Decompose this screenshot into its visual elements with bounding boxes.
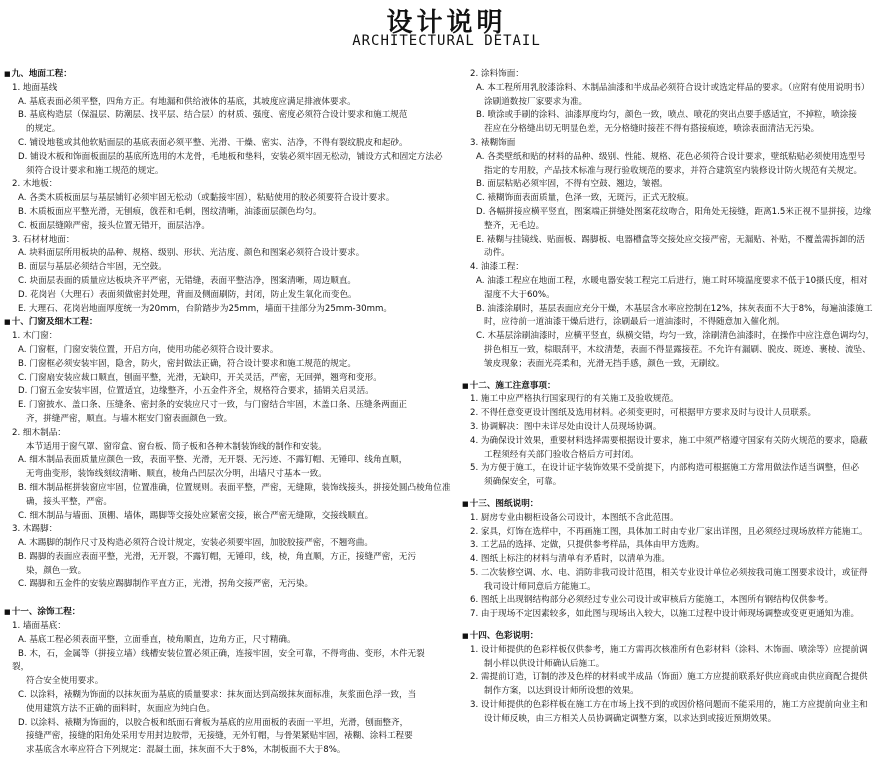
text-line: E. 门窗披水、盖口条、压缝条、密封条的安装应尺寸一致，与门窗结合牢固，木盖口条、压缝条两面正 bbox=[18, 400, 408, 411]
text-line: A. 油漆工程应在地面工程，水暖电器安装工程完工后进行，施工时环境温度要求不低于10摄氏度，相对 bbox=[476, 275, 868, 286]
text-line: A. 基底表面必须平整，四角方正。有地漏和供给液体的基底，其坡度应满足排液体要求。 bbox=[18, 96, 356, 107]
text-line: B. 木，石，金属等（拼接立墙）线槽安装位置必须正确，连接牢固，安全可靠，不得弯曲、变形，木件无裂 bbox=[18, 648, 425, 659]
text-line: 2. 木地板： bbox=[12, 179, 58, 190]
text-line: D. 各幅拼接应横平竖直，图案端正拼缝处图案花纹吻合，阳角处无接缝，距离1.5米正视不显拼接，边缘 bbox=[476, 206, 872, 217]
text-line: B. 面层与基层必须结合牢固，无空鼓。 bbox=[18, 262, 167, 273]
text-line: 6. 图纸上出现钢结构部分必须经过专业公司设计或审核后方能施工，本图所有钢结构仅供参考。 bbox=[470, 595, 834, 606]
page-title: 设计说明 bbox=[386, 8, 507, 38]
text-line: 整齐，无毛边。 bbox=[484, 220, 545, 231]
text-line: B. 油漆涂刷时，基层表面应充分干燥，木基层含水率应控制在12%，抹灰表面不大于8%，每遍油漆施工 bbox=[476, 303, 873, 314]
spacer bbox=[4, 592, 452, 606]
text-line: 动件。 bbox=[484, 248, 510, 259]
text-line: 齐，拼缝严密，顺直。与墙木框安门窗表面颜色一致。 bbox=[26, 413, 233, 424]
text-line: C. 块面层表面的质量应达板块齐平严密，无错缝，表面平整洁净，图案清晰，周边顺直。 bbox=[18, 275, 357, 286]
text-line: 5. 为方便于施工，在设计证字装饰效果不受前提下，内部构造可根据施工方常用做法作适当调整，但必 bbox=[470, 463, 860, 474]
text-line: 2. 细木制品： bbox=[12, 427, 66, 438]
text-line: 我司设计师同意后方能施工。 bbox=[484, 581, 596, 592]
text-line: A. 细木制品表面质量应颜色一致，表面平整、光滑，无开裂、无污迹、不露钉帽、无锤印、线角直顺， bbox=[18, 455, 408, 466]
text-line: E. 裱糊与挂镜线、贴面板、踢脚板、电器槽盒等交接处应交接严密，无漏贴、补贴，不覆盖需拆卸的活 bbox=[476, 234, 866, 245]
section-heading: ■ 十三、图纸说明： bbox=[462, 498, 890, 512]
spacer bbox=[462, 490, 890, 498]
text-line: A. 块料面层所用板块的品种、规格、级别、形状、光洁度、颜色和图案必须符合设计要求。 bbox=[18, 248, 365, 259]
text-line: 皱皮现象；表面光亮柔和，光滑无挡手感，颜色一致，无刷纹。 bbox=[484, 358, 725, 369]
text-line: A. 本工程所用乳胶漆涂料、木制品油漆和半成品必须符合设计或选定样品的要求。（应附有使用说明书） bbox=[476, 82, 870, 93]
text-line: C. 板面层缝隙严密，接头位置无错开，面层洁净。 bbox=[18, 220, 210, 231]
text-line: B. 面层粘贴必须牢固，不得有空鼓、翘边，皱褶。 bbox=[476, 179, 668, 190]
text-line: 1. 地面基线 bbox=[12, 82, 58, 93]
section-heading: ■ 十一、涂饰工程： bbox=[4, 606, 452, 620]
text-line: 2. 家具，灯饰在选样中，不再画施工图，具体加工时由专业厂家出详图，且必须经过现场放样方能施工。 bbox=[470, 526, 868, 537]
text-line: 涂刷道数按厂家要求为准。 bbox=[484, 96, 588, 107]
spacer bbox=[462, 622, 890, 630]
text-line: 1. 设计师提供的色彩样板仅供参考，施工方需再次核准所有色彩材料（涂料、木饰面、喷涂等）应提前调 bbox=[470, 644, 868, 655]
text-line: 的规定。 bbox=[26, 124, 61, 135]
text-line: C. 门窗扇安装应裁口顺直，刨面平整，光滑，无缺印，开关灵活，严密，无回弹，翘弯和变形。 bbox=[18, 372, 382, 383]
text-line: 1. 厨房专业由橱柜设备公司设计，本图纸不含此范围。 bbox=[470, 512, 679, 523]
text-line: A. 木踢脚的制作尺寸及构造必须符合设计规定，安装必须要牢固，加胶胶接严密，不翘弯曲。 bbox=[18, 538, 373, 549]
text-line: 求基底含水率应符合下列规定：混凝土面，抹灰面不大于8%，木制板面不大于8%。 bbox=[26, 745, 346, 756]
text-line: C. 以涂料，裱糊为饰面的以抹灰面为基底的质量要求：抹灰面达到高级抹灰面标准，灰浆面色浮一致，当 bbox=[18, 690, 417, 701]
text-line: 工程须经有关部门验收合格后方可封闭。 bbox=[484, 449, 639, 460]
text-line: 设计师反映，由三方相关人员协调确定调整方案，以求达到或接近预期效果。 bbox=[484, 713, 777, 724]
text-line: B. 门窗框必须安装牢固，隐舍，防火，密封做法正确，符合设计要求和施工规范的规定。 bbox=[18, 358, 356, 369]
text-line: 符合安全使用要求。 bbox=[26, 676, 104, 687]
text-line: 制小样以供设计师确认后施工。 bbox=[484, 658, 605, 669]
section-heading: ■ 十、门窗及细木工程： bbox=[4, 316, 452, 330]
text-line: 4. 为确保设计效果，重要材料选择需要根据设计要求，施工中须严格遵守国家有关防火规范的要求，隐蔽 bbox=[470, 435, 868, 446]
text-line: 2. 不得任意变更设计图纸及选用材料。必须变更时，可根据甲方要求及时与设计人员联系。 bbox=[470, 408, 817, 419]
text-line: 湿度不大于60%。 bbox=[484, 289, 555, 300]
text-line: 时，应待前一道油漆干燥后进行，涂刷最后一道油漆时，不得随意加入催化剂。 bbox=[484, 317, 785, 328]
text-line: 制作方案，以达到设计师所设想的效果。 bbox=[484, 686, 639, 697]
text-line: 2. 涂料饰面： bbox=[470, 69, 524, 79]
spacer bbox=[462, 372, 890, 380]
section-heading: ■ 十四、色彩说明： bbox=[462, 630, 890, 644]
text-line: 3. 工艺品的选择、定做，只提供参考样品，具体由甲方选购。 bbox=[470, 540, 705, 551]
text-line: 裂， bbox=[12, 662, 30, 673]
text-line: C. 细木制品与墙面、顶棚、墙体，踢脚等交接处应紧密交接，嵌合严密无缝隙，交接线顺直。 bbox=[18, 510, 374, 521]
text-line: 确，接头平整，严密。 bbox=[26, 496, 112, 507]
text-line: 1. 墙面基底： bbox=[12, 621, 66, 632]
text-line: D. 花岗岩（大理石）表面须做密封处理，背面及侧面刷防，封闭，防止发生氧化而变色。 bbox=[18, 289, 357, 300]
text-line: D. 铺设木板和饰面板面层的基底所选用的木龙骨，毛地板和垫料，安装必须牢固无松动，铺设方式和固定方法必 bbox=[18, 151, 443, 162]
text-line: 本节适用于窗气罩、窗帘盒、窗台板、筒子板和各种木制装饰线的制作和安装。 bbox=[26, 441, 327, 452]
text-line: 使用建筑方法不正确的面料时，灰面应为纯白色。 bbox=[26, 703, 216, 714]
text-line: C. 铺设地毯或其他软贴面层的基底表面必须平整、光滑、干燥、密实、洁净，不得有裂纹脱皮和起砂。 bbox=[18, 137, 408, 148]
text-line: C. 裱糊饰面表面质量，色泽一致，无斑污，正式无胶痕。 bbox=[476, 193, 694, 204]
text-line: A. 门窗框，门窗安装位置，开启方向，使用功能必须符合设计要求。 bbox=[18, 344, 279, 355]
text-line: A. 基底工程必须表面平整，立面垂直，棱角顺直，边角方正，尺寸精确。 bbox=[18, 634, 296, 645]
text-line: 4. 图纸上标注的材料与清单有矛盾时，以清单为准。 bbox=[470, 554, 670, 565]
text-line: 1. 木门窗： bbox=[12, 331, 58, 342]
text-line: D. 以涂料、裱糊为饰面的，以胶合板和纸面石膏板为基底的应用面板的表面一平坦，光滑，刨面整齐， bbox=[18, 717, 409, 728]
text-line: B. 细木制品框拼装窗应牢固，位置准确，位置规则。表面平整，严密，无缝隙，装饰线接头，拼接处圆凸棱角位准 bbox=[18, 482, 451, 493]
text-line: 无弯曲变形，装饰线刻纹清晰、顺直，棱角凸凹层次分明，出墙尺寸基本一致。 bbox=[26, 469, 327, 480]
text-line: D. 门窗五金安装牢固，位置适宜，边缘整齐，小五金件齐全，规格符合要求，插销关启灵活。 bbox=[18, 386, 374, 397]
text-line: B. 基底构造层（保温层、防潮层、找平层、结合层）的材质、强度、密度必须符合设计要求和施工规范 bbox=[18, 110, 408, 121]
text-line: E. 大理石、花岗岩地面厚度统一为20mm，台阶踏步为25mm，墙面干挂部分为25mm-30mm。 bbox=[18, 303, 392, 314]
text-line: 5. 二次装修空调、水、电、消防非我司设计范围，相关专业设计单位必须按我司施工图要求设计，或征得 bbox=[470, 567, 868, 578]
text-line: 须确保安全，可靠。 bbox=[484, 477, 562, 488]
text-line: 接缝严密，接缝的阳角处采用专用封边胶带，无接缝，无外钉帽，与骨架紧贴牢固，裱糊、涂料工程要 bbox=[26, 731, 413, 742]
page-subtitle: ARCHITECTURAL DETAIL bbox=[352, 33, 541, 49]
text-line: 3. 石材材地面： bbox=[12, 234, 75, 245]
text-line: C. 木基层涂刷油漆时，应横平竖直，纵横交错，均匀一致，涂刷清色油漆时，在操作中应注意色调均匀， bbox=[476, 331, 875, 342]
text-line: 3. 木踢脚： bbox=[12, 524, 58, 535]
text-line: 7. 由于现场不定因素较多，如此图与现场出入较大，以施工过程中设计师现场调整或变更更通知为准。 bbox=[470, 609, 860, 620]
text-line: 染，颜色一致。 bbox=[26, 565, 87, 576]
text-line: 指定的专用胶，产品技术标准与现行验收规范的要求，并符合建筑室内装修设计防火规范有关规定。 bbox=[484, 165, 863, 176]
right-column bbox=[462, 68, 890, 727]
text-line: 1. 施工中应严格执行国家现行的有关施工及验收规范。 bbox=[470, 394, 679, 405]
text-line: B. 踢脚的表面应表面平整，光滑，无开裂，不露钉帽，无锤印，线，棱，角直顺，方正，接缝严密，无污 bbox=[18, 551, 417, 562]
text-line: 须符合设计要求和施工规范的规定。 bbox=[26, 165, 164, 176]
text-line: A. 各类木质板面层与基层铺钉必须牢固无松动（或黏接牢固），粘贴使用的胶必须要符合设计要求。 bbox=[18, 193, 395, 204]
text-line: 茬应在分格缝出切无明显色差，无分格缝时接茬不得有搭接痕迹，喷涂表面清洁无污染。 bbox=[484, 124, 820, 135]
text-line: 4. 油漆工程： bbox=[470, 262, 524, 273]
section-heading: ■ 九、地面工程： bbox=[4, 68, 452, 82]
text-line: B. 木质板面应平整光滑，无刨痕，戗茬和毛刺，图纹清晰，油漆面层颜色均匀。 bbox=[18, 206, 322, 217]
text-line: 3. 协调解决：图中未详尽处由设计人员现场协调。 bbox=[470, 421, 662, 432]
text-line: 2. 需提前订造，订制的涉及色样的材料或半成品（饰面）施工方应提前联系好供应商或由供应商配合提供 bbox=[470, 672, 868, 683]
left-column bbox=[4, 68, 452, 758]
section-heading: ■ 十二、施工注意事项： bbox=[462, 380, 890, 394]
text-line: 3. 设计师提供的色彩样板在施工方在市场上找不到的或因价格问题而不能采用的，施工方应提前向业主和 bbox=[470, 700, 868, 711]
text-line: B. 喷涂或手刷的涂料、油漆厚度均匀，颜色一致，喷点、喷花的突出点要手感适宜，不掉粒，喷涂接 bbox=[476, 110, 857, 121]
text-line: 3. 裱糊饰面 bbox=[470, 137, 516, 148]
text-line: 拼色相互一致，棕眼刮平，木纹清楚，表面不得显露接茬。不允许有漏刷、脱皮、斑迹、裹棱、流坠、 bbox=[484, 344, 871, 355]
text-line: C. 踢脚和五金件的安装应踢脚制作平直方正，光滑，拐角交接严密，无污染。 bbox=[18, 579, 314, 590]
text-line: A. 各类壁纸和贴的材料的品种、级别、性能、规格、花色必须符合设计要求，壁纸粘贴必须使用选型号 bbox=[476, 151, 866, 162]
